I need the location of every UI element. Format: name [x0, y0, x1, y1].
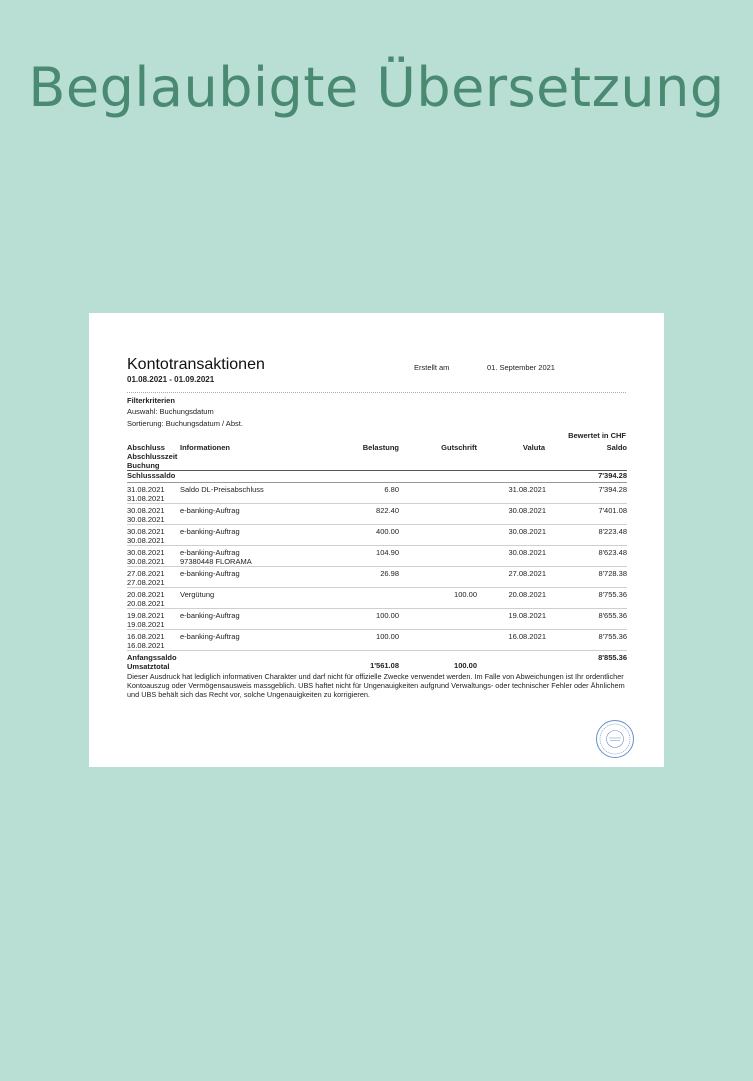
row-date-date1: 30.08.2021 — [127, 527, 165, 536]
certification-stamp-icon — [595, 719, 635, 759]
table-row — [127, 504, 627, 525]
totals-label: Umsatztotal — [127, 661, 170, 671]
row-balance-balance: 7'401.08 — [598, 506, 627, 515]
row-value-date — [447, 591, 546, 600]
header-date-line2: Abschlusszeit — [127, 452, 178, 461]
row-value-date — [447, 633, 546, 642]
opening-label: Anfangssaldo — [127, 653, 177, 662]
row-date-date2: 20.08.2021 — [127, 598, 165, 608]
row-date — [127, 591, 179, 608]
closing-balance: 7'394.28 — [598, 471, 627, 480]
row-balance-balance: 8'755.36 — [598, 590, 627, 599]
row-date — [127, 528, 179, 545]
row-date — [127, 486, 179, 503]
row-info-info1: e-banking-Auftrag — [180, 632, 240, 641]
header-debit: Belastung — [362, 443, 399, 452]
row-value-date — [447, 549, 546, 558]
row-debit — [307, 549, 399, 558]
row-info-info1: e-banking-Auftrag — [180, 527, 240, 536]
row-value-date-value: 30.08.2021 — [508, 527, 546, 536]
row-balance — [547, 612, 627, 621]
header-value-date: Valuta — [522, 443, 545, 452]
table-row — [127, 546, 627, 567]
row-debit-debit: 400.00 — [376, 527, 399, 536]
row-value-date-value: 31.08.2021 — [508, 485, 546, 494]
row-date-date2: 27.08.2021 — [127, 577, 165, 587]
row-value-date — [447, 486, 546, 495]
header-info: Informationen — [180, 443, 230, 452]
row-value-date-value: 30.08.2021 — [508, 548, 546, 557]
row-balance-balance: 7'394.28 — [598, 485, 627, 494]
filter-selection: Auswahl: Buchungsdatum — [127, 407, 214, 416]
row-balance — [547, 570, 627, 579]
totals-debit: 1'561.08 — [370, 661, 399, 670]
disclaimer-text: Dieser Ausdruck hat lediglich informativen Charakter und darf nicht für offizielle Zwecke verwendet werden. Im Falle von Abweichungen ist Ihr ordentlicher Kontoauszug oder Vermögensausweis massgeblich. UBS haftet nicht für Ungenauigkeiten aufgrund Verwaltungs- oder technischer Fehler oder Ähnlichem und UBS behält sich das Recht vor, solche Ungenauigkeiten zu korrigieren. — [127, 672, 625, 699]
row-date-date2: 30.08.2021 — [127, 535, 165, 545]
row-value-date — [447, 507, 546, 516]
row-date — [127, 612, 179, 629]
row-balance — [547, 633, 627, 642]
closing-label: Schlusssaldo — [127, 471, 176, 480]
row-value-date-value: 27.08.2021 — [508, 569, 546, 578]
row-balance — [547, 591, 627, 600]
table-row — [127, 630, 627, 651]
row-balance-balance: 8'755.36 — [598, 632, 627, 641]
table-row — [127, 525, 627, 546]
row-debit-debit: 104.90 — [376, 548, 399, 557]
header-date — [127, 443, 179, 470]
row-date-date2: 19.08.2021 — [127, 619, 165, 629]
row-info-info1: e-banking-Auftrag — [180, 548, 240, 557]
row-info — [180, 591, 350, 600]
row-date-date2: 30.08.2021 — [127, 514, 165, 524]
totals-labels — [127, 654, 247, 671]
row-debit — [307, 633, 399, 642]
table-row — [127, 567, 627, 588]
row-debit-debit: 100.00 — [376, 611, 399, 620]
totals-row — [127, 651, 627, 673]
row-debit — [307, 612, 399, 621]
filter-title: Filterkriterien — [127, 396, 175, 405]
table-header — [127, 443, 627, 471]
row-value-date — [447, 528, 546, 537]
date-range: 01.08.2021 - 01.09.2021 — [127, 375, 215, 384]
row-balance — [547, 507, 627, 516]
row-value-date-value: 19.08.2021 — [508, 611, 546, 620]
row-value-date-value: 30.08.2021 — [508, 506, 546, 515]
row-date-date1: 31.08.2021 — [127, 485, 165, 494]
currency-note: Bewertet in CHF — [568, 431, 626, 440]
row-debit — [307, 570, 399, 579]
row-balance-balance: 8'655.36 — [598, 611, 627, 620]
row-info-info1: Vergütung — [180, 590, 215, 599]
transaction-table — [127, 443, 627, 673]
row-date — [127, 633, 179, 650]
row-info-info2: 97380448 FLORAMA — [180, 556, 252, 566]
created-value: 01. September 2021 — [487, 363, 555, 372]
row-balance — [547, 528, 627, 537]
row-debit-debit: 100.00 — [376, 632, 399, 641]
row-debit — [307, 528, 399, 537]
row-date — [127, 507, 179, 524]
row-credit-credit: 100.00 — [454, 590, 477, 599]
row-date-date1: 20.08.2021 — [127, 590, 165, 599]
row-info-info1: e-banking-Auftrag — [180, 569, 240, 578]
row-debit-debit: 6.80 — [384, 485, 399, 494]
row-balance — [547, 549, 627, 558]
closing-balance-row — [127, 471, 627, 483]
row-date — [127, 570, 179, 587]
row-date — [127, 549, 179, 566]
row-date-date1: 30.08.2021 — [127, 548, 165, 557]
row-date-date1: 27.08.2021 — [127, 569, 165, 578]
page-headline: Beglaubigte Übersetzung — [28, 56, 725, 119]
row-value-date-value: 16.08.2021 — [508, 632, 546, 641]
row-balance-balance: 8'728.38 — [598, 569, 627, 578]
row-info-info1: e-banking-Auftrag — [180, 611, 240, 620]
row-balance-balance: 8'623.48 — [598, 548, 627, 557]
header-balance: Saldo — [606, 443, 627, 452]
opening-balance: 8'855.36 — [598, 653, 627, 662]
totals-credit: 100.00 — [454, 661, 477, 670]
row-debit — [307, 486, 399, 495]
row-date-date1: 30.08.2021 — [127, 506, 165, 515]
table-row — [127, 588, 627, 609]
row-date-date2: 30.08.2021 — [127, 556, 165, 566]
row-date-date2: 16.08.2021 — [127, 640, 165, 650]
row-debit-debit: 26.98 — [380, 569, 399, 578]
document-preview — [89, 313, 664, 767]
transaction-rows — [127, 483, 627, 651]
dotted-divider — [127, 392, 626, 393]
row-balance-balance: 8'223.48 — [598, 527, 627, 536]
document-title: Kontotransaktionen — [127, 356, 265, 373]
table-row — [127, 483, 627, 504]
header-date-line1: Abschluss — [127, 443, 165, 452]
row-debit — [307, 507, 399, 516]
row-date-date2: 31.08.2021 — [127, 493, 165, 503]
row-debit-debit: 822.40 — [376, 506, 399, 515]
row-value-date — [447, 612, 546, 621]
row-date-date1: 16.08.2021 — [127, 632, 165, 641]
table-row — [127, 609, 627, 630]
filter-sort: Sortierung: Buchungsdatum / Abst. — [127, 419, 243, 428]
row-value-date-value: 20.08.2021 — [508, 590, 546, 599]
row-balance — [547, 486, 627, 495]
row-info-info1: Saldo DL-Preisabschluss — [180, 485, 264, 494]
row-date-date1: 19.08.2021 — [127, 611, 165, 620]
header-date-line3: Buchung — [127, 461, 160, 470]
header-credit: Gutschrift — [441, 443, 477, 452]
row-info-info1: e-banking-Auftrag — [180, 506, 240, 515]
created-label: Erstellt am — [414, 363, 450, 372]
row-value-date — [447, 570, 546, 579]
